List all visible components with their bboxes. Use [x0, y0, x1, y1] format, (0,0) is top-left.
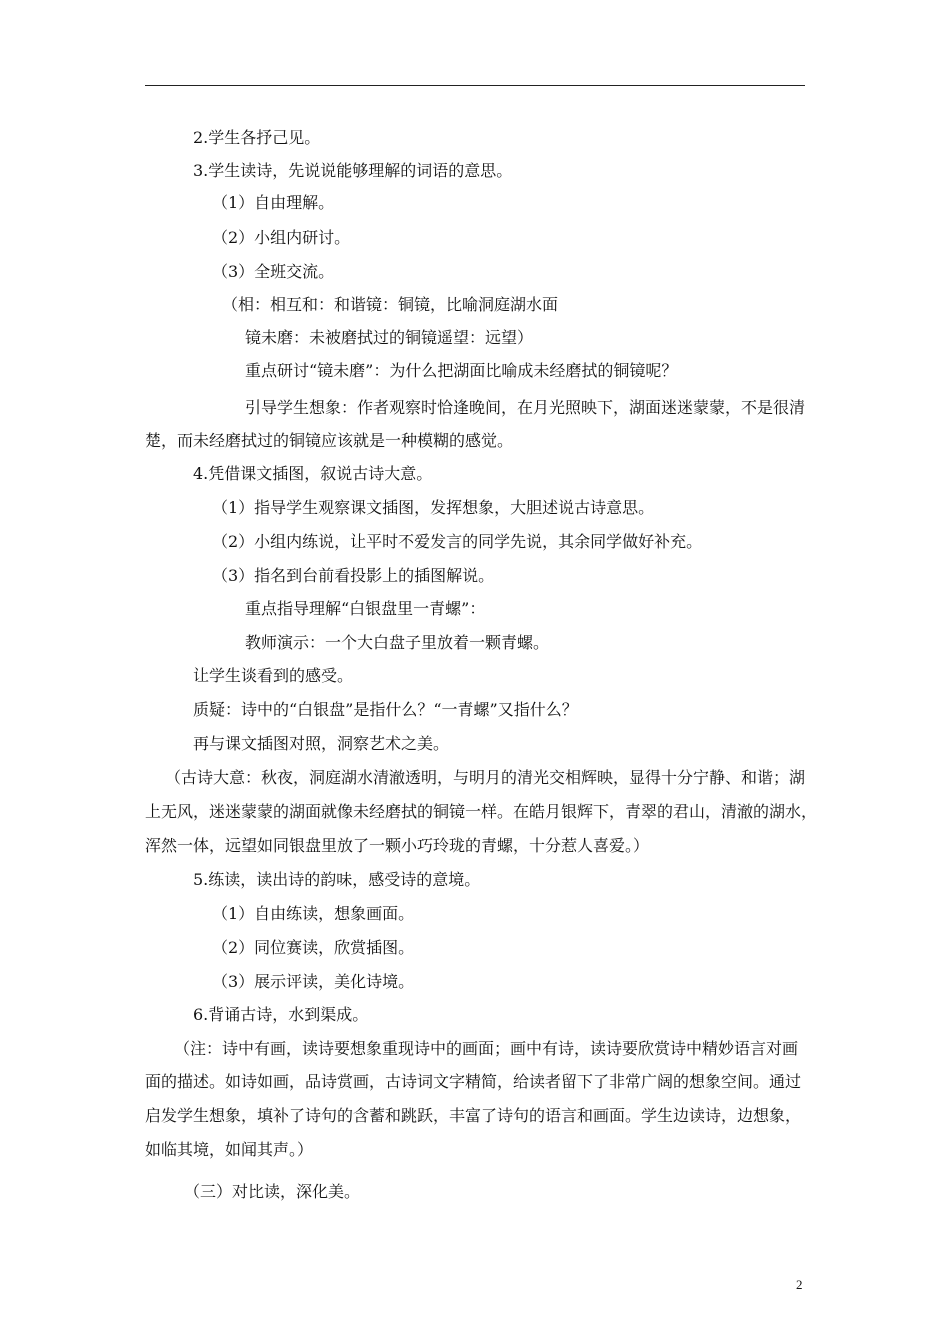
- text-line: 让学生谈看到的感受。: [193, 666, 354, 685]
- text-line: 4.凭借课文插图，叙说古诗大意。: [193, 464, 433, 483]
- text-line: （2）小组内练说，让平时不爱发言的同学先说，其余同学做好补充。: [212, 532, 703, 551]
- text-line: （注：诗中有画，读诗要想象重现诗中的画面；画中有诗，读诗要欣赏诗中精妙语言对画: [174, 1039, 799, 1058]
- text-line: 浑然一体，远望如同银盘里放了一颗小巧玲珑的青螺，十分惹人喜爱。）: [145, 836, 650, 855]
- text-line: 启发学生想象，填补了诗句的含蓄和跳跃，丰富了诗句的语言和画面。学生边读诗，边想象，: [145, 1106, 802, 1125]
- text-line: （2）同位赛读，欣赏插图。: [212, 938, 415, 957]
- text-line: （3）全班交流。: [212, 262, 335, 281]
- text-line: （3）展示评读，美化诗境。: [212, 972, 415, 991]
- text-line: 6.背诵古诗，水到渠成。: [193, 1005, 369, 1024]
- text-line: （古诗大意：秋夜，洞庭湖水清澈透明，与明月的清光交相辉映，显得十分宁静、和谐；湖: [165, 768, 806, 787]
- text-line: （3）指名到台前看投影上的插图解说。: [212, 566, 495, 585]
- text-line: 上无风，迷迷蒙蒙的湖面就像未经磨拭的铜镜一样。在皓月银辉下，青翠的君山，清澈的湖水，: [145, 802, 818, 821]
- text-line: 质疑：诗中的“白银盘”是指什么？“一青螺”又指什么？: [193, 700, 578, 719]
- text-line: （三）对比读，深化美。: [184, 1182, 361, 1201]
- text-line: 2.学生各抒己见。: [193, 128, 321, 147]
- text-line: 5.练读，读出诗的韵味，感受诗的意境。: [193, 870, 481, 889]
- text-line: 教师演示：一个大白盘子里放着一颗青螺。: [245, 633, 550, 652]
- text-line: （1）自由理解。: [212, 193, 335, 212]
- text-line: （2）小组内研讨。: [212, 228, 351, 247]
- text-line: （相：相互和：和谐镜：铜镜，比喻洞庭湖水面: [222, 295, 559, 314]
- text-line: 镜未磨：未被磨拭过的铜镜遥望：远望）: [245, 328, 534, 347]
- text-line: 再与课文插图对照，洞察艺术之美。: [193, 734, 450, 753]
- text-line: （1）指导学生观察课文插图，发挥想象，大胆述说古诗意思。: [212, 498, 655, 517]
- text-line: 引导学生想象：作者观察时恰逢晚间，在月光照映下，湖面迷迷蒙蒙，不是很清: [245, 398, 806, 417]
- text-line: 重点指导理解“白银盘里一青螺”：: [245, 599, 486, 618]
- page-number: 2: [796, 1277, 803, 1292]
- text-line: （1）自由练读，想象画面。: [212, 904, 415, 923]
- header-rule: [145, 85, 805, 86]
- text-line: 如临其境，如闻其声。）: [145, 1140, 314, 1159]
- text-line: 楚，而未经磨拭过的铜镜应该就是一种模糊的感觉。: [145, 431, 514, 450]
- text-line: 3.学生读诗，先说说能够理解的词语的意思。: [193, 161, 513, 180]
- text-line: 重点研讨“镜未磨”：为什么把湖面比喻成未经磨拭的铜镜呢？: [245, 361, 678, 380]
- text-line: 面的描述。如诗如画，品诗赏画，古诗词文字精简，给读者留下了非常广阔的想象空间。通过: [145, 1072, 802, 1091]
